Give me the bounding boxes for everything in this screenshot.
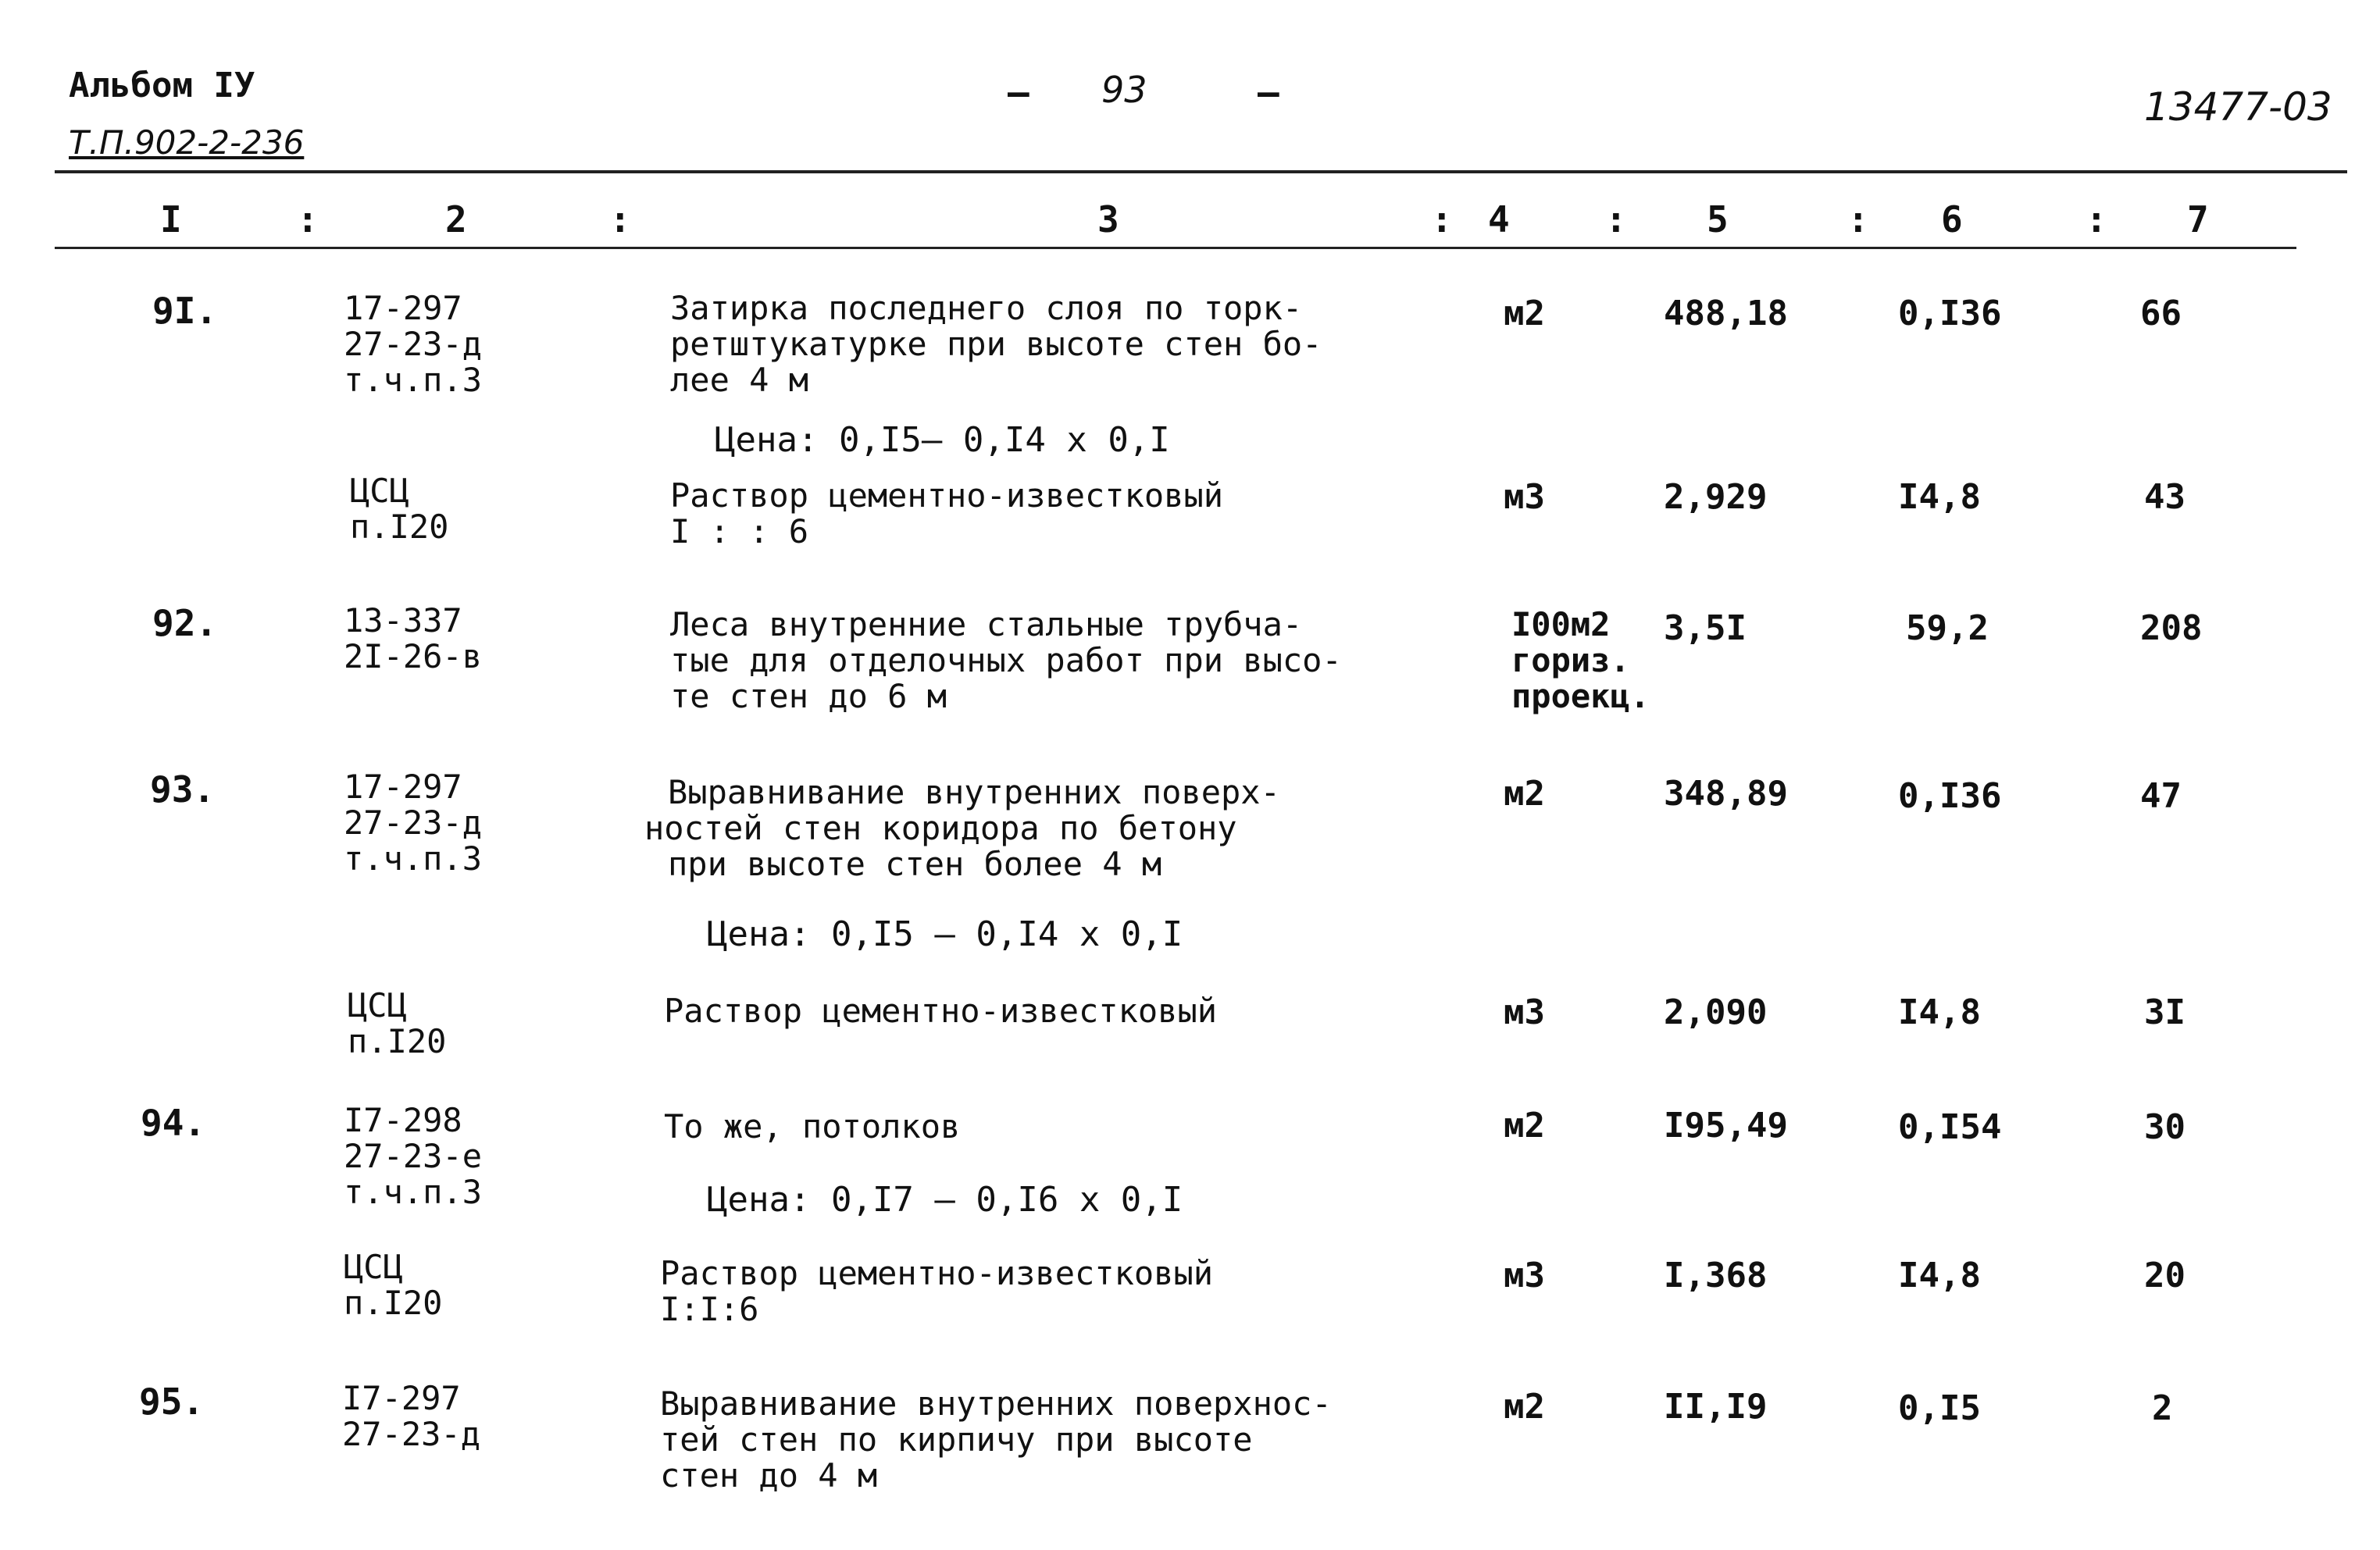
price-note: Цена: 0,I5– 0,I4 х 0,I (715, 420, 1170, 460)
column-header-7: 7 (2187, 198, 2209, 241)
header-dash-right: – (1258, 71, 1279, 113)
work-description: Раствор цементно-известковый (664, 992, 1218, 1030)
unit-price: 59,2 (1906, 608, 1989, 648)
column-separator: : (1847, 198, 1869, 241)
unit-price: 0,I36 (1898, 776, 2002, 816)
column-separator: : (609, 198, 631, 241)
row-number: 9I. (152, 290, 218, 332)
work-description: Выравнивание внутренних поверхнос- тей стен по кирпичу при высоте стен до 4 м (660, 1384, 1332, 1495)
unit-price: I4,8 (1898, 992, 1981, 1032)
quantity: 2,090 (1664, 992, 1768, 1032)
unit: м2 (1504, 294, 1545, 333)
total-cost: 208 (2140, 608, 2203, 648)
column-header-6: 6 (1941, 198, 1963, 241)
resource-code: ЦСЦ п.I20 (344, 1248, 443, 1322)
column-header-5: 5 (1707, 198, 1729, 241)
resource-code: 17-297 27-23-д т.ч.п.3 (344, 289, 483, 399)
unit: м2 (1504, 1387, 1545, 1427)
unit: м2 (1504, 774, 1545, 814)
resource-code: ЦСЦ п.I20 (350, 472, 449, 546)
header-rule (55, 170, 2347, 173)
header-dash-left: – (1008, 71, 1029, 113)
unit-price: 0,I36 (1898, 294, 2002, 333)
work-description: Затирка последнего слоя по торк- ретштукатурке при высоте стен бо- лее 4 м (670, 289, 1322, 399)
quantity: 488,18 (1664, 294, 1788, 333)
unit-price: 0,I5 (1898, 1388, 1981, 1428)
unit: м3 (1504, 1256, 1545, 1295)
column-header-3: 3 (1097, 198, 1119, 241)
row-number: 94. (141, 1102, 206, 1144)
unit-price: I4,8 (1898, 477, 1981, 517)
total-cost: 30 (2144, 1107, 2186, 1147)
archive-stamp: 13477-03 (2144, 84, 2332, 130)
price-note: Цена: 0,I7 – 0,I6 х 0,I (707, 1180, 1183, 1220)
project-number: Т.П.902-2-236 (69, 123, 305, 162)
column-separator: : (297, 198, 319, 241)
album-label: Альбом IУ (69, 66, 255, 105)
column-header-2: 2 (445, 198, 467, 241)
work-description: Раствор цементно-известковый I : : 6 (670, 476, 1224, 551)
unit: м3 (1504, 992, 1545, 1032)
column-header-1: I (160, 198, 182, 241)
quantity: I,368 (1664, 1256, 1768, 1295)
unit-price: 0,I54 (1898, 1107, 2002, 1147)
total-cost: 47 (2140, 776, 2182, 816)
resource-code: ЦСЦ п.I20 (348, 986, 447, 1060)
column-header-4: 4 (1488, 198, 1510, 241)
total-cost: 3I (2144, 992, 2186, 1032)
resource-code: 17-297 27-23-д т.ч.п.3 (344, 768, 483, 878)
total-cost: 2 (2152, 1388, 2173, 1428)
column-header-rule (55, 247, 2296, 249)
work-description: Леса внутренние стальные трубча- тые для отделочных работ при высо- те стен до 6 м (670, 605, 1342, 715)
unit-price: I4,8 (1898, 1256, 1981, 1295)
total-cost: 43 (2144, 477, 2186, 517)
resource-code: I7-297 27-23-д (342, 1379, 481, 1453)
work-description: Выравнивание внутренних поверх- ностей стен коридора по бетону при высоте стен более 4 м (644, 773, 1280, 883)
quantity: I95,49 (1664, 1106, 1788, 1146)
resource-code: I7-298 27-23-е т.ч.п.3 (344, 1101, 483, 1211)
row-number: 92. (152, 602, 218, 644)
work-description: Раствор цементно-известковый I:I:6 (660, 1254, 1214, 1328)
resource-code: 13-337 2I-26-в (344, 601, 483, 675)
quantity: 3,5I (1664, 608, 1747, 648)
page-number: 93 (1101, 69, 1147, 111)
total-cost: 66 (2140, 294, 2182, 333)
row-number: 95. (139, 1381, 205, 1423)
column-separator: : (2086, 198, 2107, 241)
unit: м3 (1504, 477, 1545, 517)
unit: I00м2 гориз. проекц. (1511, 605, 1650, 715)
column-separator: : (1431, 198, 1453, 241)
column-separator: : (1605, 198, 1627, 241)
row-number: 93. (150, 768, 216, 811)
total-cost: 20 (2144, 1256, 2186, 1295)
quantity: 2,929 (1664, 477, 1768, 517)
unit: м2 (1504, 1106, 1545, 1146)
quantity: 348,89 (1664, 774, 1788, 814)
work-description: То же, потолков (664, 1107, 961, 1146)
price-note: Цена: 0,I5 – 0,I4 х 0,I (707, 914, 1183, 954)
quantity: II,I9 (1664, 1387, 1768, 1427)
